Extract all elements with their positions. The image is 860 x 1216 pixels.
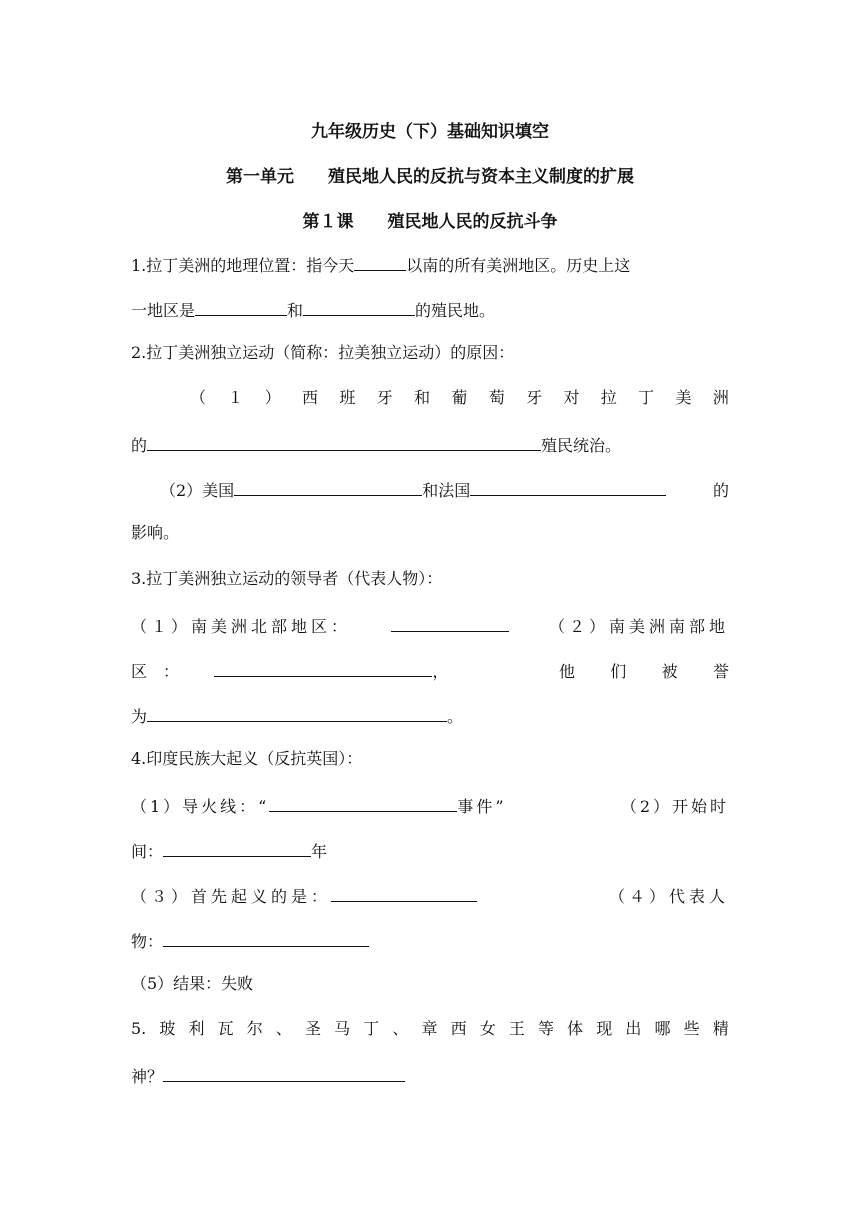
q2-point-1-line — [190, 387, 729, 409]
q5-line-2 — [131, 1063, 729, 1088]
q2-char: 拉 — [600, 388, 617, 407]
q5-char: 、 — [275, 1019, 292, 1038]
q4-blank-2[interactable] — [163, 838, 311, 857]
q5-char: 5. — [131, 1019, 147, 1038]
q3-blank-group — [214, 658, 448, 683]
q3-blank-2[interactable] — [214, 658, 432, 677]
q4-result: （5）结果：失败 — [131, 974, 254, 993]
q5-char: 尔 — [246, 1019, 263, 1038]
q1-text-d: 和 — [287, 301, 304, 320]
q3-line-1 — [131, 613, 729, 638]
q2-text-p2d: 影响。 — [131, 523, 180, 542]
q2-char: ） — [264, 388, 281, 407]
q4-text-l1a: （1）导火线：“ — [131, 797, 270, 816]
q3-blank-1[interactable] — [391, 613, 509, 632]
q5-char: 些 — [683, 1019, 700, 1038]
q5-char: 哪 — [654, 1019, 671, 1038]
q4-heading: 4.印度民族大起义（反抗英国）： — [131, 749, 363, 768]
q1-line-1 — [131, 252, 729, 277]
q2-point-2-group — [160, 477, 666, 502]
q3-text-l2b: ， — [432, 662, 449, 681]
q2-char: 西 — [302, 388, 319, 407]
q2-char: 和 — [414, 388, 431, 407]
q4-blank-3[interactable] — [331, 883, 477, 902]
q1-blank-1[interactable] — [354, 252, 406, 271]
q3-char: 他 — [558, 662, 575, 681]
q4-text-l2a: 间： — [131, 842, 164, 861]
q1-text-b: 以南的所有美洲地区。历史上这 — [406, 256, 631, 275]
q5-char: 精 — [712, 1019, 729, 1038]
q2-point-2-line — [160, 477, 729, 502]
q3-char: 被 — [661, 662, 678, 681]
q2-char: 牙 — [526, 388, 543, 407]
q2-text-end: 殖民统治。 — [541, 436, 622, 455]
q4-line-1 — [131, 793, 729, 818]
q1-text-e: 的殖民地。 — [415, 301, 496, 320]
q5-char: 女 — [479, 1019, 496, 1038]
q2-char: 萄 — [488, 388, 505, 407]
unit-heading: 第一单元 殖民地人民的反抗与资本主义制度的扩展 — [226, 167, 634, 187]
q1-blank-3[interactable] — [303, 297, 415, 316]
q3-text-l2a: 区 ： — [131, 662, 180, 681]
q5-char: 王 — [508, 1019, 525, 1038]
q2-text-de: 的 — [131, 436, 148, 455]
q5-char: 西 — [450, 1019, 467, 1038]
q4-text-l1b: 事件” — [457, 797, 507, 816]
q5-char: 体 — [567, 1019, 584, 1038]
q2-char: 丁 — [638, 388, 655, 407]
q2-heading: 2.拉丁美洲独立运动（简称：拉美独立运动）的原因： — [131, 343, 515, 362]
q5-char: 丁 — [363, 1019, 380, 1038]
q1-text-a: 1.拉丁美洲的地理位置：指今天 — [131, 256, 355, 275]
q4-text-l4a: 物： — [131, 932, 164, 951]
q1-blank-2[interactable] — [195, 297, 287, 316]
q5-text-l2a: 神？ — [131, 1067, 164, 1086]
q5-char: 利 — [188, 1019, 205, 1038]
q5-blank-1[interactable] — [163, 1063, 405, 1082]
q2-char: 美 — [675, 388, 692, 407]
q3-line-2 — [131, 658, 729, 683]
q5-char: 圣 — [305, 1019, 322, 1038]
q2-char: １ — [227, 388, 244, 407]
q2-blank-1[interactable] — [147, 432, 541, 451]
q2-point-1-cont — [131, 432, 729, 457]
q5-char: 马 — [334, 1019, 351, 1038]
q2-blank-2[interactable] — [234, 477, 422, 496]
q3-char: 们 — [610, 662, 627, 681]
q3-text-l1a: （１）南美洲北部地区： — [131, 617, 352, 636]
q4-group-1 — [131, 793, 507, 818]
q2-text-p2a: （2）美国 — [160, 481, 235, 500]
q5-char: 瓦 — [217, 1019, 234, 1038]
q5-char: 等 — [538, 1019, 555, 1038]
q2-char: 洲 — [712, 388, 729, 407]
q3-text-l3b: 。 — [447, 707, 464, 726]
q4-blank-4[interactable] — [163, 928, 369, 947]
q2-char: （ — [190, 388, 207, 407]
q4-text-l3a: （３）首先起义的是： — [131, 887, 332, 906]
q4-line-2 — [131, 838, 729, 863]
q2-char: 对 — [563, 388, 580, 407]
q4-text-l1c: （2）开始时 — [620, 797, 729, 816]
q3-blank-3[interactable] — [147, 703, 447, 722]
q1-text-c: 一地区是 — [131, 301, 196, 320]
q5-line-1 — [131, 1018, 729, 1040]
q5-char: 玻 — [159, 1019, 176, 1038]
q2-char: 班 — [339, 388, 356, 407]
page-title: 九年级历史（下）基础知识填空 — [311, 122, 549, 142]
q3-char: 誉 — [712, 662, 729, 681]
q1-line-2 — [131, 297, 729, 322]
q5-char: 、 — [392, 1019, 409, 1038]
q4-group-3 — [131, 883, 477, 908]
q4-text-l2b: 年 — [311, 842, 328, 861]
q3-text-l3a: 为 — [131, 707, 148, 726]
lesson-heading: 第１课 殖民地人民的反抗斗争 — [302, 212, 558, 232]
q4-line-3 — [131, 883, 729, 908]
q5-char: 章 — [421, 1019, 438, 1038]
q4-blank-1[interactable] — [269, 793, 457, 812]
q3-heading: 3.拉丁美洲独立运动的领导者（代表人物）： — [131, 569, 443, 588]
q2-text-p2c: 的 — [712, 481, 729, 500]
q3-line-3 — [131, 703, 729, 728]
q4-line-4 — [131, 928, 729, 953]
q5-char: 现 — [596, 1019, 613, 1038]
q4-text-l3b: （４）代表人 — [608, 887, 729, 906]
q3-text-l1b: （２）南美洲南部地 — [548, 617, 729, 636]
q5-char: 出 — [625, 1019, 642, 1038]
q2-blank-3[interactable] — [470, 477, 666, 496]
q2-char: 牙 — [376, 388, 393, 407]
q2-text-p2b: 和法国 — [422, 481, 471, 500]
q2-char: 葡 — [451, 388, 468, 407]
